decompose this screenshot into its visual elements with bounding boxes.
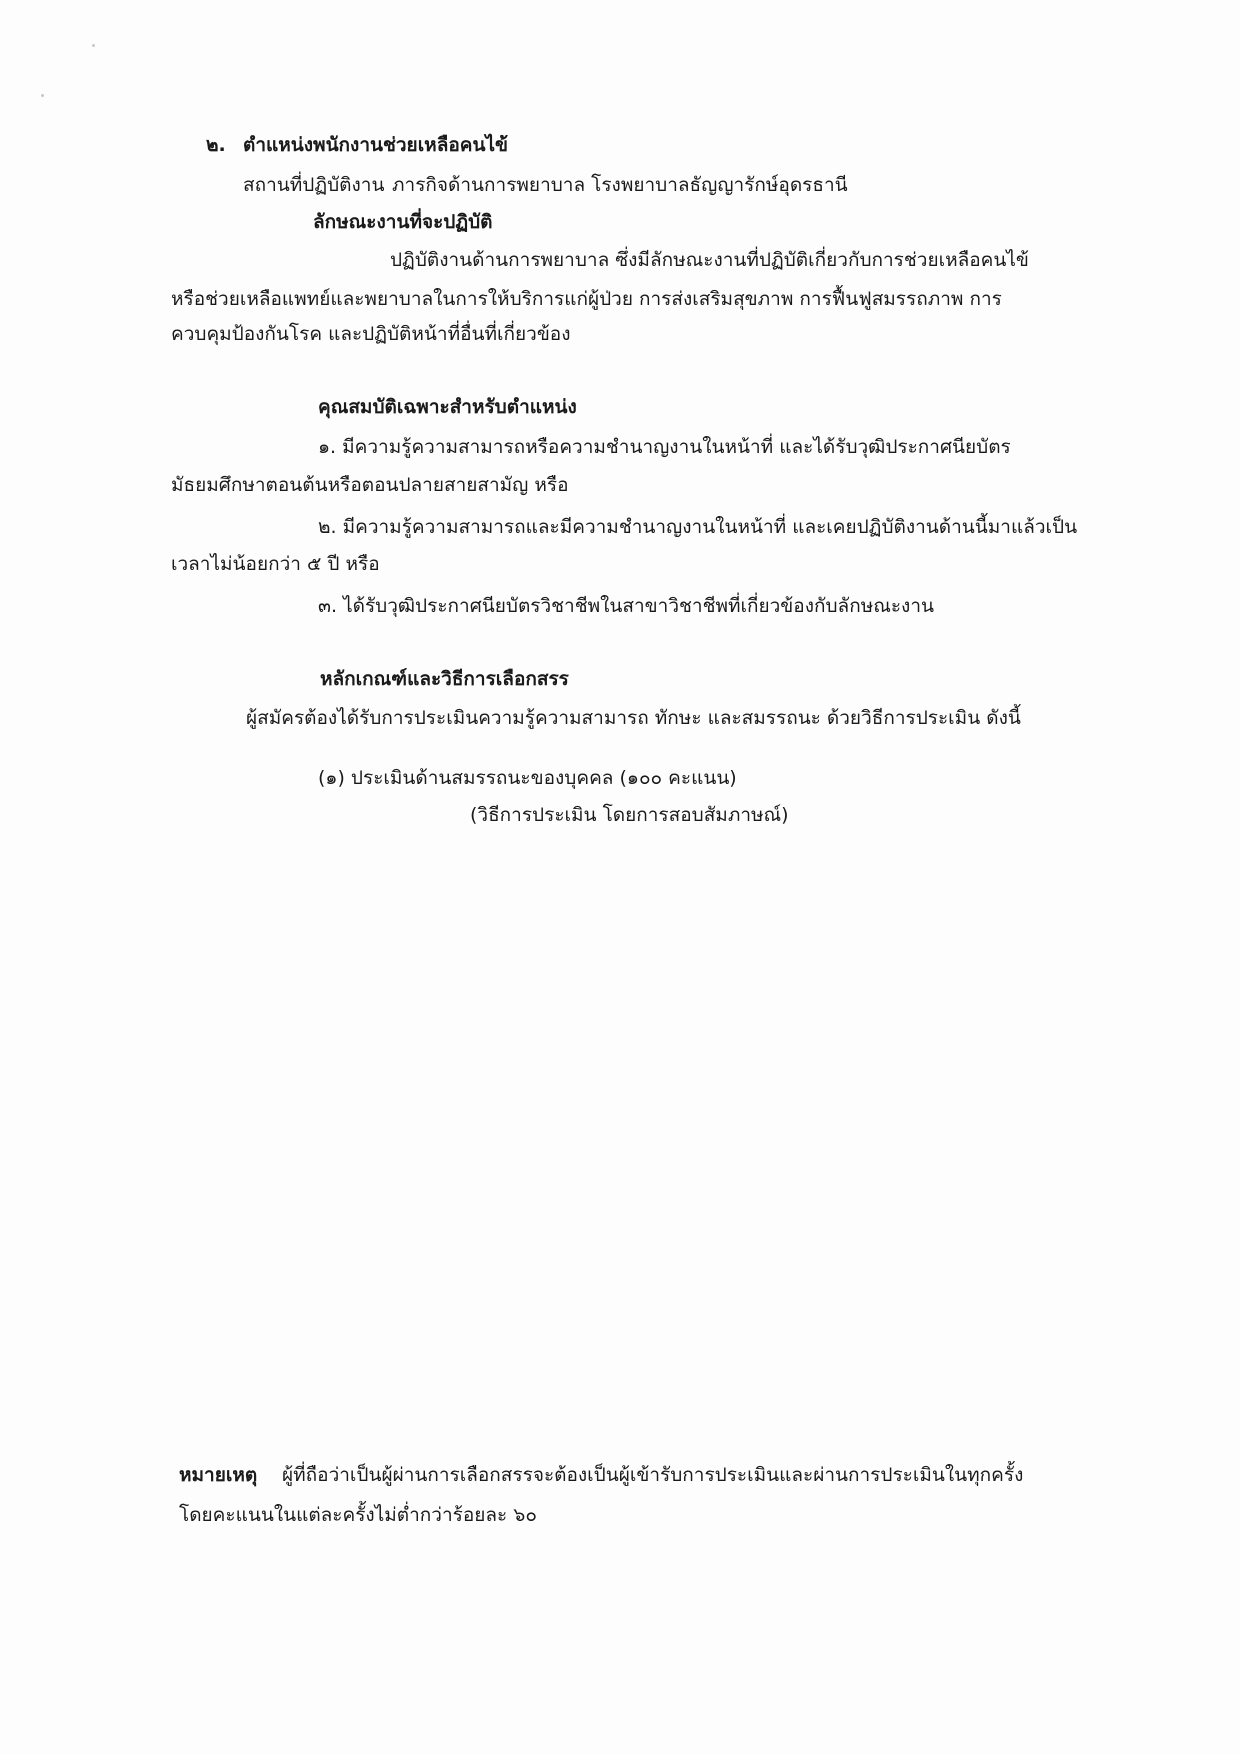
workplace-value: ภารกิจด้านการพยาบาล โรงพยาบาลธัญญารักษ์อุดรธานี bbox=[392, 174, 848, 196]
selection-heading: หลักเกณฑ์และวิธีการเลือกสรร bbox=[320, 668, 569, 690]
duties-line: ควบคุมป้องกันโรค และปฏิบัติหน้าที่อื่นที่เกี่ยวข้อง bbox=[171, 323, 571, 345]
duties-heading: ลักษณะงานที่จะปฏิบัติ bbox=[313, 211, 493, 233]
duties-line: หรือช่วยเหลือแพทย์และพยาบาลในการให้บริการแก่ผู้ป่วย การส่งเสริมสุขภาพ การฟื้นฟูสมรรถภาพ การ bbox=[171, 288, 1002, 310]
section-title: ตำแหน่งพนักงานช่วยเหลือคนไข้ bbox=[243, 134, 509, 156]
note-line: โดยคะแนนในแต่ละครั้งไม่ต่ำกว่าร้อยละ ๖๐ bbox=[179, 1504, 537, 1526]
qualification-line: เวลาไม่น้อยกว่า ๕ ปี หรือ bbox=[171, 553, 380, 575]
note-line: ผู้ที่ถือว่าเป็นผู้ผ่านการเลือกสรรจะต้องเป็นผู้เข้ารับการประเมินและผ่านการประเมินในทุกครั้ง bbox=[282, 1464, 1024, 1486]
selection-method: (วิธีการประเมิน โดยการสอบสัมภาษณ์) bbox=[470, 804, 789, 826]
scan-speck bbox=[41, 94, 44, 97]
qualifications-heading: คุณสมบัติเฉพาะสำหรับตำแหน่ง bbox=[318, 396, 577, 418]
qualification-line: มัธยมศึกษาตอนต้นหรือตอนปลายสายสามัญ หรือ bbox=[171, 474, 569, 496]
qualification-line: ๒. มีความรู้ความสามารถและมีความชำนาญงานในหน้าที่ และเคยปฏิบัติงานด้านนี้มาแล้วเป็น bbox=[318, 516, 1078, 538]
selection-intro: ผู้สมัครต้องได้รับการประเมินความรู้ความสามารถ ทักษะ และสมรรถนะ ด้วยวิธีการประเมิน ดังนี้ bbox=[246, 707, 1021, 729]
workplace-label: สถานที่ปฏิบัติงาน bbox=[243, 174, 385, 196]
qualification-line: ๓. ได้รับวุฒิประกาศนียบัตรวิชาชีพในสาขาวิชาชีพที่เกี่ยวข้องกับลักษณะงาน bbox=[318, 595, 934, 617]
duties-line: ปฏิบัติงานด้านการพยาบาล ซึ่งมีลักษณะงานที่ปฏิบัติเกี่ยวกับการช่วยเหลือคนไข้ bbox=[390, 249, 1029, 271]
selection-item: (๑) ประเมินด้านสมรรถนะของบุคคล (๑๐๐ คะแนน) bbox=[318, 767, 737, 789]
qualification-line: ๑. มีความรู้ความสามารถหรือความชำนาญงานในหน้าที่ และได้รับวุฒิประกาศนียบัตร bbox=[318, 436, 1011, 458]
note-label: หมายเหตุ bbox=[179, 1464, 258, 1486]
scan-speck bbox=[92, 44, 95, 47]
section-number: ๒. bbox=[206, 134, 226, 156]
